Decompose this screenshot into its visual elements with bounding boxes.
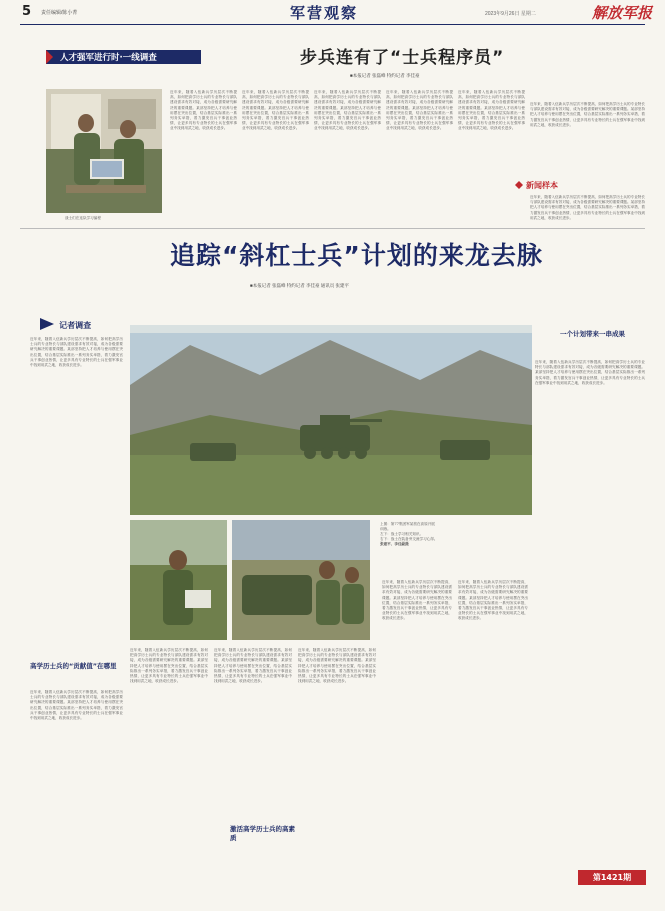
issue-number-badge: 第1421期 xyxy=(578,870,646,885)
editor-credit: 责任编辑/陈小菁 xyxy=(41,10,78,16)
article1-byline xyxy=(350,73,419,79)
article1-byline-text: ■本报记者 张磊峰 特约记者 李佳豪 xyxy=(350,73,420,78)
article2-column-2: 近年来，随着入伍新兵学历层次不断提高，如何把高学历士兵的专业特长与部队建设需求有效对接，成为各级需要研究解决的重要课题。某部坚持把人才培养与使用摆在突出位置，结合基层实际推出一系列务实举措，着力激发官兵干事创业热情，让更多具有专业特长的士兵在强军事业中找到用武之地，收获成长进步。 xyxy=(130,648,208,684)
new-model-label: 新闻样本 xyxy=(526,181,558,190)
diamond-icon xyxy=(515,181,523,189)
soldier-study-illustration xyxy=(130,520,227,640)
banner-marker xyxy=(46,50,53,64)
caption-line-1: 上图：第77集团军某旅在高原开展 xyxy=(380,522,435,526)
article1-column-3: 近年来，随着入伍新兵学历层次不断提高，如何把高学历士兵的专业特长与部队建设需求有效对接，成为各级需要研究解决的重要课题。某部坚持把人才培养与使用摆在突出位置，结合基层实际推出一系列务实举措，着力激发官兵干事创业热情，让更多具有专业特长的士兵在强军事业中找到用武之地，收获成长进步。 xyxy=(314,90,381,131)
section-title: 军营观察 xyxy=(290,4,359,22)
article2-column-1: 近年来，随着入伍新兵学历层次不断提高，如何把高学历士兵的专业特长与部队建设需求有效对接，成为各级需要研究解决的重要课题。某部坚持把人才培养与使用摆在突出位置，结合基层实际推出一系列务实举措，着力激发官兵干事创业热情，让更多具有专业特长的士兵在强军事业中找到用武之地，收获成长进步。 xyxy=(30,337,123,368)
subhead-contribution: 高学历士兵的“贡献值”在哪里 xyxy=(30,662,117,670)
article1-column-5: 近年来，随着入伍新兵学历层次不断提高，如何把高学历士兵的专业特长与部队建设需求有效对接，成为各级需要研究解决的重要课题。某部坚持把人才培养与使用摆在突出位置，结合基层实际推出一系列务实举措，着力激发官兵干事创业热情，让更多具有专业特长的士兵在强军事业中找到用武之地，收获成长进步。 xyxy=(458,90,525,131)
article2-byline xyxy=(250,283,349,289)
article1-column-4: 近年来，随着入伍新兵学历层次不断提高，如何把高学历士兵的专业特长与部队建设需求有效对接，成为各级需要研究解决的重要课题。某部坚持把人才培养与使用摆在突出位置，结合基层实际推出一系列务实举措，着力激发官兵干事创业热情，让更多具有专业特长的士兵在强军事业中找到用武之地，收获成长进步。 xyxy=(386,90,453,131)
header-divider xyxy=(20,24,645,25)
section-divider xyxy=(20,228,645,229)
caption-line-2: 训练。 xyxy=(380,527,391,531)
new-model-text: 近年来，随着入伍新兵学历层次不断提高，如何把高学历士兵的专业特长与部队建设需求有效对接，成为各级需要研究解决的重要课题。某部坚持把人才培养与使用摆在突出位置，结合基层实际推出一系列务实举措，着力激发官兵干事创业热情，让更多具有专业特长的士兵在强军事业中找到用武之地，收获成长进步。 xyxy=(530,195,645,220)
subhead-activate: 激活高学历士兵的高素质 xyxy=(230,825,295,842)
article1-column-1: 近年来，随着入伍新兵学历层次不断提高，如何把高学历士兵的专业特长与部队建设需求有效对接，成为各级需要研究解决的重要课题。某部坚持把人才培养与使用摆在突出位置，结合基层实际推出一系列务实举措，着力激发官兵干事创业热情，让更多具有专业特长的士兵在强军事业中找到用武之地，收获成长进步。 xyxy=(170,90,237,131)
article2-title: 追踪“斜杠士兵”计划的来龙去脉 xyxy=(170,241,543,270)
article2-column-7: 近年来，随着入伍新兵学历层次不断提高，如何把高学历士兵的专业特长与部队建设需求有效对接，成为各级需要研究解决的重要课题。某部坚持把人才培养与使用摆在突出位置，结合基层实际推出一系列务实举措，着力激发官兵干事创业热情，让更多具有专业特长的士兵在强军事业中找到用武之地，收获成长进步。 xyxy=(535,360,645,385)
reporter-tag-label: 记者调查 xyxy=(59,321,92,330)
subhead-results: 一个计划带来一串成果 xyxy=(560,330,625,338)
caption-credit: 张建平、李佳豪摄 xyxy=(380,542,409,546)
article2-column-6: 近年来，随着入伍新兵学历层次不断提高，如何把高学历士兵的专业特长与部队建设需求有效对接，成为各级需要研究解决的重要课题。某部坚持把人才培养与使用摆在突出位置，结合基层实际推出一系列务实举措，着力激发官兵干事创业热情，让更多具有专业特长的士兵在强军事业中找到用武之地，收获成长进步。 xyxy=(458,580,528,621)
article2-column-3: 近年来，随着入伍新兵学历层次不断提高，如何把高学历士兵的专业特长与部队建设需求有效对接，成为各级需要研究解决的重要课题。某部坚持把人才培养与使用摆在突出位置，结合基层实际推出一系列务实举措，着力激发官兵干事创业热情，让更多具有专业特长的士兵在强军事业中找到用武之地，收获成长进步。 xyxy=(214,648,292,684)
article2-column-1b: 近年来，随着入伍新兵学历层次不断提高，如何把高学历士兵的专业特长与部队建设需求有效对接，成为各级需要研究解决的重要课题。某部坚持把人才培养与使用摆在突出位置，结合基层实际推出一系列务实举措，着力激发官兵干事创业热情，让更多具有专业特长的士兵在强军事业中找到用武之地，收获成长进步。 xyxy=(30,690,123,721)
article1-photo-caption: 战士们在连队学习编程 xyxy=(65,216,101,220)
article2-column-5: 近年来，随着入伍新兵学历层次不断提高，如何把高学历士兵的专业特长与部队建设需求有效对接，成为各级需要研究解决的重要课题。某部坚持把人才培养与使用摆在突出位置，结合基层实际推出一系列务实举措，着力激发官兵干事创业热情，让更多具有专业特长的士兵在强军事业中找到用武之地，收获成长进步。 xyxy=(382,580,452,621)
caption-line-4: 右下：战士在装备旁交流学习心得。 xyxy=(380,537,438,541)
soldiers-illustration xyxy=(46,89,162,213)
article2-photo-caption xyxy=(380,522,440,547)
banner-label: 人才强军进行时·一线调查 xyxy=(60,53,157,63)
reporter-tag xyxy=(40,313,91,332)
article1-column-6: 近年来，随着入伍新兵学历层次不断提高，如何把高学历士兵的专业特长与部队建设需求有效对接，成为各级需要研究解决的重要课题。某部坚持把人才培养与使用摆在突出位置，结合基层实际推出一系列务实举措，着力激发官兵干事创业热情，让更多具有专业特长的士兵在强军事业中找到用武之地，收获成长进步。 xyxy=(530,102,645,127)
tanks-photo xyxy=(130,325,532,515)
newspaper-logo: 解放军报 xyxy=(592,4,653,22)
equipment-photo xyxy=(232,520,370,640)
article1-column-2: 近年来，随着入伍新兵学历层次不断提高，如何把高学历士兵的专业特长与部队建设需求有效对接，成为各级需要研究解决的重要课题。某部坚持把人才培养与使用摆在突出位置，结合基层实际推出一系列务实举措，着力激发官兵干事创业热情，让更多具有专业特长的士兵在强军事业中找到用武之地，收获成长进步。 xyxy=(242,90,309,131)
soldiers-photo xyxy=(46,89,162,213)
caption-line-3: 左下：战士学习相关知识。 xyxy=(380,532,424,536)
soldier-study-photo xyxy=(130,520,227,640)
equipment-illustration xyxy=(232,520,370,640)
article2-column-4: 近年来，随着入伍新兵学历层次不断提高，如何把高学历士兵的专业特长与部队建设需求有效对接，成为各级需要研究解决的重要课题。某部坚持把人才培养与使用摆在突出位置，结合基层实际推出一系列务实举措，着力激发官兵干事创业热情，让更多具有专业特长的士兵在强军事业中找到用武之地，收获成长进步。 xyxy=(298,648,376,684)
issue-date: 2023年9月26日 星期二 xyxy=(485,11,536,17)
article1-title: 步兵连有了“士兵程序员” xyxy=(300,48,505,68)
article2-byline-text: ■本报记者 张磊峰 特约记者 李佳豪 通讯员 张建平 xyxy=(250,283,349,288)
flag-icon xyxy=(40,318,54,330)
page-number: 5 xyxy=(22,4,32,19)
page-header xyxy=(0,0,665,24)
tanks-illustration xyxy=(130,325,532,515)
